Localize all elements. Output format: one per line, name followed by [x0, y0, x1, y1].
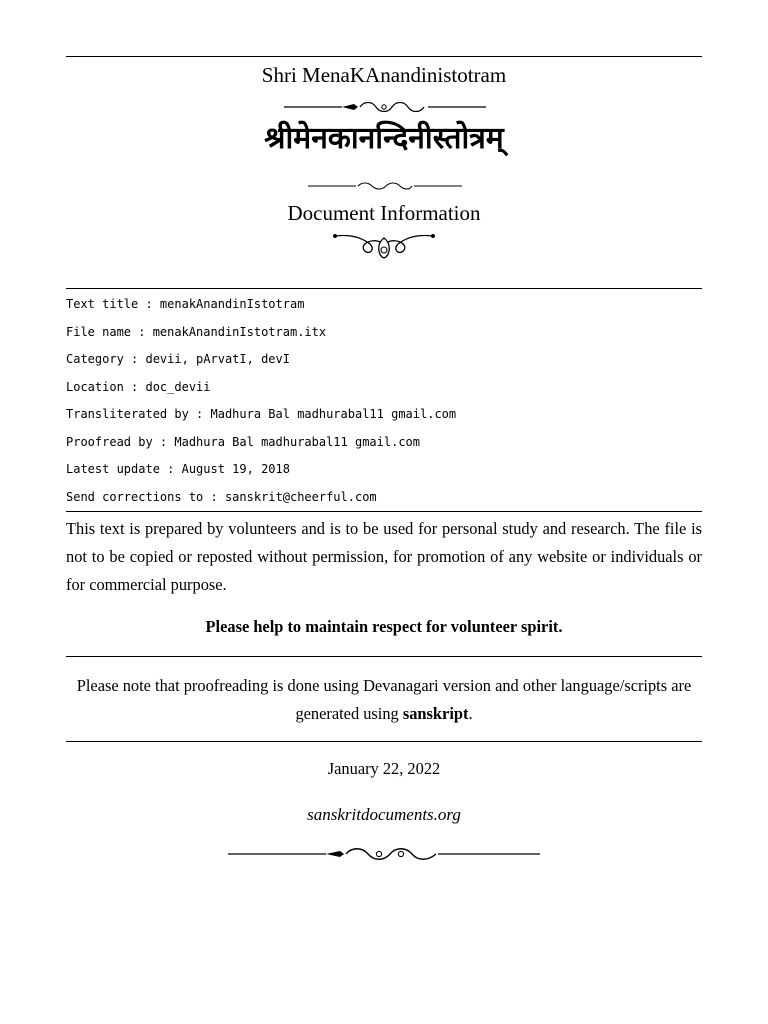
flourish-ornament-icon: [332, 228, 436, 262]
devanagari-title: श्रीमेनकानन्दिनीस्तोत्रम्: [264, 121, 504, 156]
proofreading-note-period: .: [468, 704, 473, 723]
volunteer-notice: This text is prepared by volunteers and is to be used for personal study and research. The file is not to be copied or reposted without permission, for promotion of any website or individuals or for commercial purpose.: [66, 519, 702, 594]
metadata-category: Category : devii, pArvatI, devI: [66, 352, 290, 366]
english-title: Shri MenaKAnandinistotram: [261, 63, 507, 87]
divider-ornament-icon: [308, 180, 462, 192]
metadata-proofread-by: Proofread by : Madhura Bal madhurabal11 gmail.com: [66, 434, 421, 449]
footer-rule: [66, 741, 702, 742]
metadata-location: Location : doc_devii: [66, 379, 211, 394]
footer-ornament-icon: [228, 846, 540, 862]
sanscript-name: sanskript: [402, 704, 469, 723]
proofreading-note-text: Please note that proofreading is done using Devanagari version and other language/scripts are generated using: [76, 676, 692, 723]
metadata-latest-update: Latest update : August 19, 2018: [66, 462, 290, 476]
metadata-bottom-rule: [66, 511, 702, 512]
notice-rule: [66, 656, 702, 657]
top-rule: [66, 56, 702, 57]
title-ornament-icon: [284, 100, 486, 114]
metadata-text-title: Text title : menakAnandinIstotram: [66, 297, 305, 311]
metadata-send-corrections: Send corrections to : sanskrit@cheerful.com: [66, 489, 377, 504]
metadata-file-name: File name : menakAnandinIstotram.itx: [66, 324, 327, 339]
metadata-top-rule: [66, 288, 702, 289]
metadata-transliterated-by: Transliterated by : Madhura Bal madhurabal11 gmail.com: [66, 407, 457, 421]
section-heading: Document Information: [287, 201, 481, 225]
site-link[interactable]: sanskritdocuments.org: [307, 805, 461, 824]
volunteer-spirit-note: Please help to maintain respect for volunteer spirit.: [205, 617, 563, 636]
document-date: January 22, 2022: [327, 759, 441, 778]
proofreading-note: [66, 672, 702, 728]
